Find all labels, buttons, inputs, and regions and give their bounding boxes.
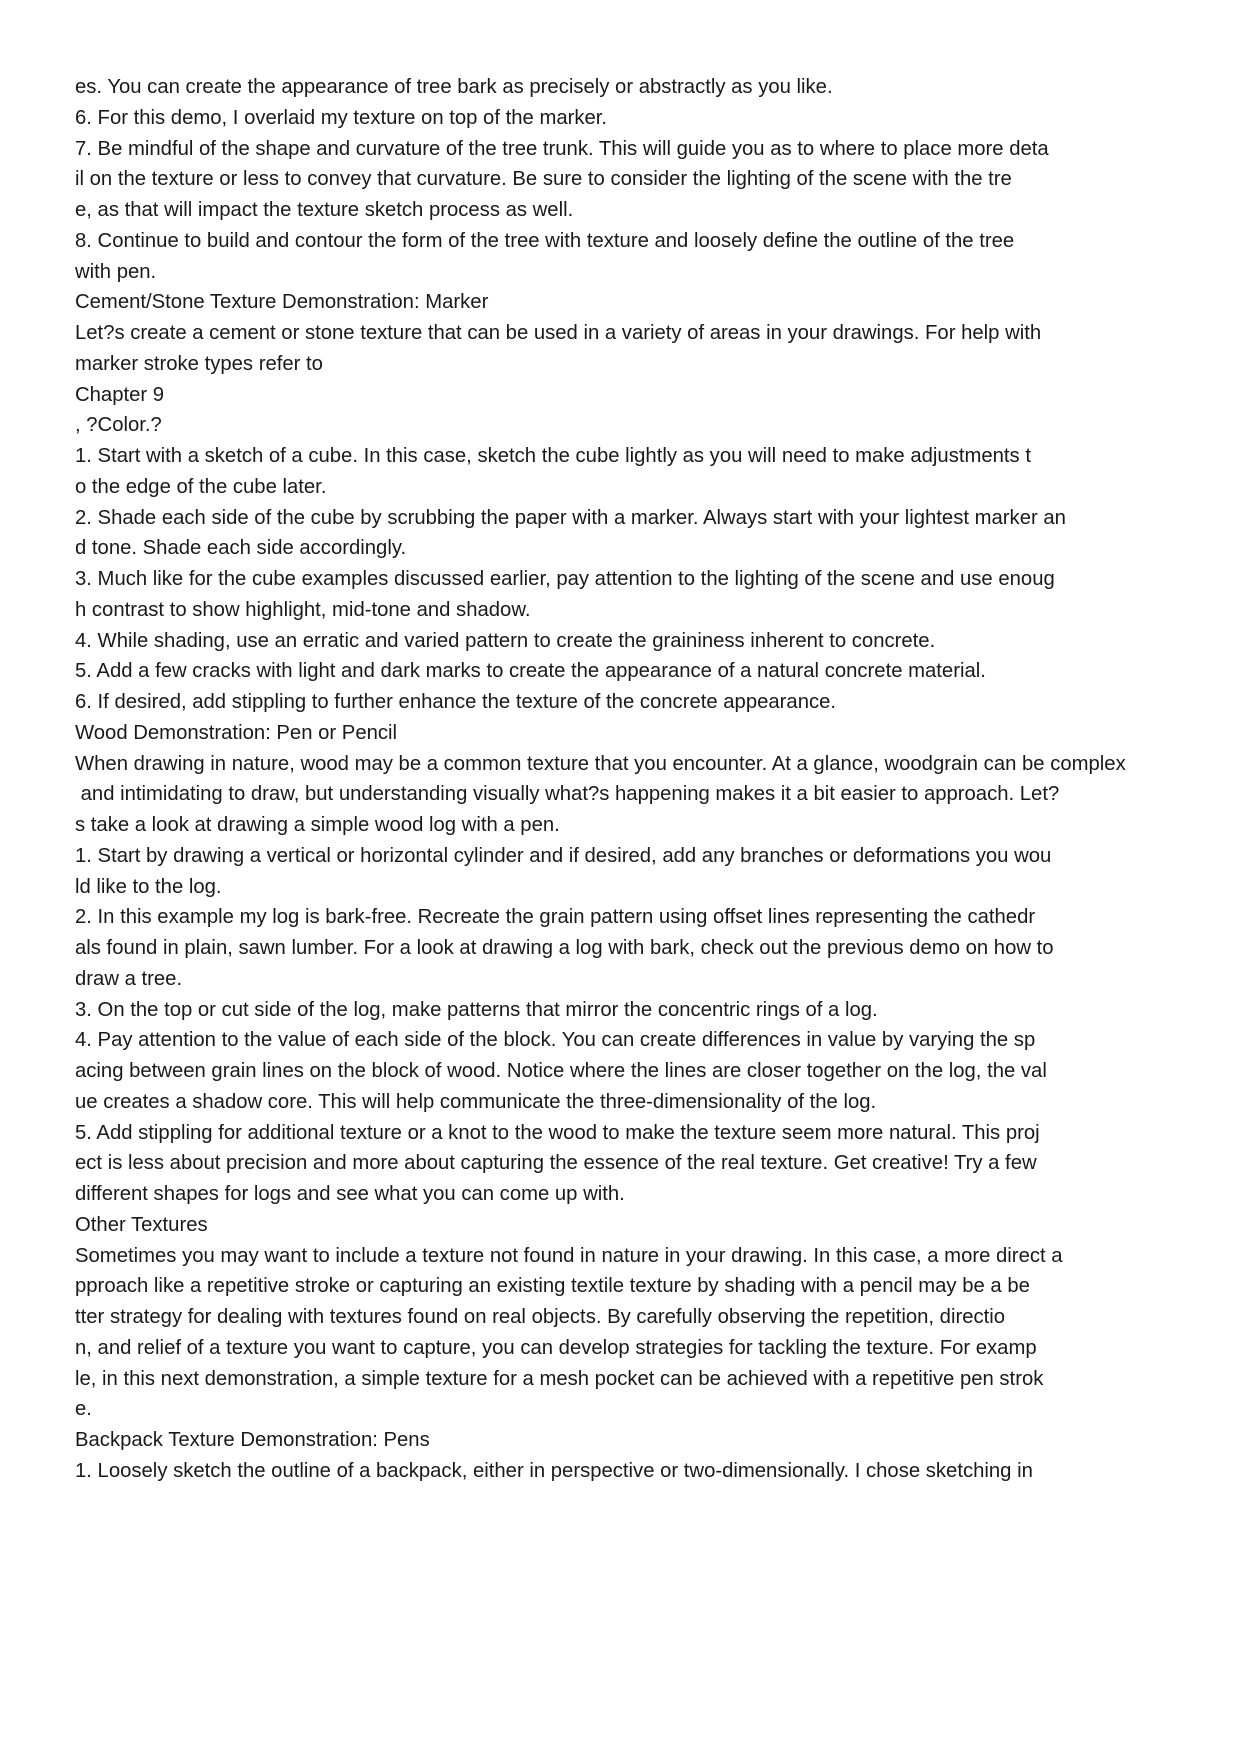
text-line: and intimidating to draw, but understanding visually what?s happening makes it a bit easier to approach. Let? bbox=[75, 783, 1060, 806]
text-line: draw a tree. bbox=[75, 967, 183, 990]
text-line: 4. Pay attention to the value of each side of the block. You can create differences in value by varying the sp bbox=[75, 1029, 1036, 1052]
text-line: s take a look at drawing a simple wood log with a pen. bbox=[75, 814, 560, 836]
text-line: il on the texture or less to convey that curvature. Be sure to consider the lighting of the scene with the tre bbox=[75, 168, 1012, 191]
text-line: acing between grain lines on the block of wood. Notice where the lines are closer together on the log, the val bbox=[75, 1060, 1047, 1082]
text-line: Sometimes you may want to include a texture not found in nature in your drawing. In this case, a more direct a bbox=[75, 1244, 1063, 1267]
text-line: different shapes for logs and see what you can come up with. bbox=[75, 1183, 625, 1205]
text-line: 1. Start by drawing a vertical or horizontal cylinder and if desired, add any branches or deformations you wou bbox=[75, 844, 1052, 867]
text-line: 1. Start with a sketch of a cube. In this case, sketch the cube lightly as you will need to make adjustments t bbox=[75, 445, 1031, 467]
text-line: 3. On the top or cut side of the log, make patterns that mirror the concentric rings of a log. bbox=[75, 998, 878, 1021]
text-line: ect is less about precision and more about capturing the essence of the real texture. Get creative! Try a few bbox=[75, 1152, 1037, 1175]
text-line: 1. Loosely sketch the outline of a backpack, either in perspective or two-dimensionally. I chose sketching in bbox=[75, 1459, 1033, 1482]
text-line: with pen. bbox=[75, 260, 157, 283]
section-heading: Other Textures bbox=[75, 1213, 208, 1236]
text-line: o the edge of the cube later. bbox=[75, 475, 327, 498]
text-line: 4. While shading, use an erratic and varied pattern to create the graininess inherent to concrete. bbox=[75, 629, 936, 652]
chapter-reference: Chapter 9 bbox=[75, 383, 165, 406]
text-line: 2. In this example my log is bark-free. Recreate the grain pattern using offset lines representing the cathedr bbox=[75, 906, 1036, 929]
text-line: 7. Be mindful of the shape and curvature of the tree trunk. This will guide you as to where to place more deta bbox=[75, 137, 1049, 160]
text-line: d tone. Shade each side accordingly. bbox=[75, 537, 407, 560]
section-heading: Wood Demonstration: Pen or Pencil bbox=[75, 721, 398, 744]
text-line: tter strategy for dealing with textures found on real objects. By carefully observing the repetition, directio bbox=[75, 1306, 1006, 1328]
text-line: h contrast to show highlight, mid-tone and shadow. bbox=[75, 598, 531, 621]
text-line: 3. Much like for the cube examples discussed earlier, pay attention to the lighting of the scene and use enoug bbox=[75, 568, 1055, 590]
text-line: , ?Color.? bbox=[75, 414, 162, 437]
text-line: als found in plain, sawn lumber. For a look at drawing a log with bark, check out the previous demo on how to bbox=[75, 937, 1054, 959]
text-line: 8. Continue to build and contour the form of the tree with texture and loosely define the outline of the tree bbox=[75, 229, 1015, 252]
text-line: When drawing in nature, wood may be a common texture that you encounter. At a glance, woodgrain can be complex bbox=[75, 752, 1126, 775]
text-line: ue creates a shadow core. This will help communicate the three-dimensionality of the log. bbox=[75, 1090, 877, 1113]
text-line: le, in this next demonstration, a simple texture for a mesh pocket can be achieved with a repetitive pen strok bbox=[75, 1367, 1044, 1390]
text-line: 5. Add stippling for additional texture or a knot to the wood to make the texture seem more natural. This proj bbox=[75, 1121, 1040, 1144]
text-line: Let?s create a cement or stone texture that can be used in a variety of areas in your drawings. For help with bbox=[75, 322, 1042, 344]
document-page bbox=[75, 72, 1225, 1487]
text-line: 6. For this demo, I overlaid my texture on top of the marker. bbox=[75, 106, 608, 129]
text-line: 5. Add a few cracks with light and dark marks to create the appearance of a natural concrete material. bbox=[75, 660, 986, 683]
section-heading: Cement/Stone Texture Demonstration: Marker bbox=[75, 291, 489, 314]
text-line: n, and relief of a texture you want to capture, you can develop strategies for tackling the texture. For examp bbox=[75, 1336, 1037, 1359]
text-line: marker stroke types refer to bbox=[75, 352, 323, 375]
section-heading: Backpack Texture Demonstration: Pens bbox=[75, 1429, 430, 1451]
text-line: pproach like a repetitive stroke or capturing an existing textile texture by shading with a pencil may be a be bbox=[75, 1275, 1030, 1298]
text-line: 2. Shade each side of the cube by scrubbing the paper with a marker. Always start with your lightest marker an bbox=[75, 506, 1066, 529]
text-line: ld like to the log. bbox=[75, 875, 222, 898]
text-line: e, as that will impact the texture sketch process as well. bbox=[75, 199, 574, 221]
text-line: es. You can create the appearance of tree bark as precisely or abstractly as you like. bbox=[75, 76, 833, 98]
text-line: 6. If desired, add stippling to further enhance the texture of the concrete appearance. bbox=[75, 691, 837, 713]
text-line: e. bbox=[75, 1398, 92, 1421]
